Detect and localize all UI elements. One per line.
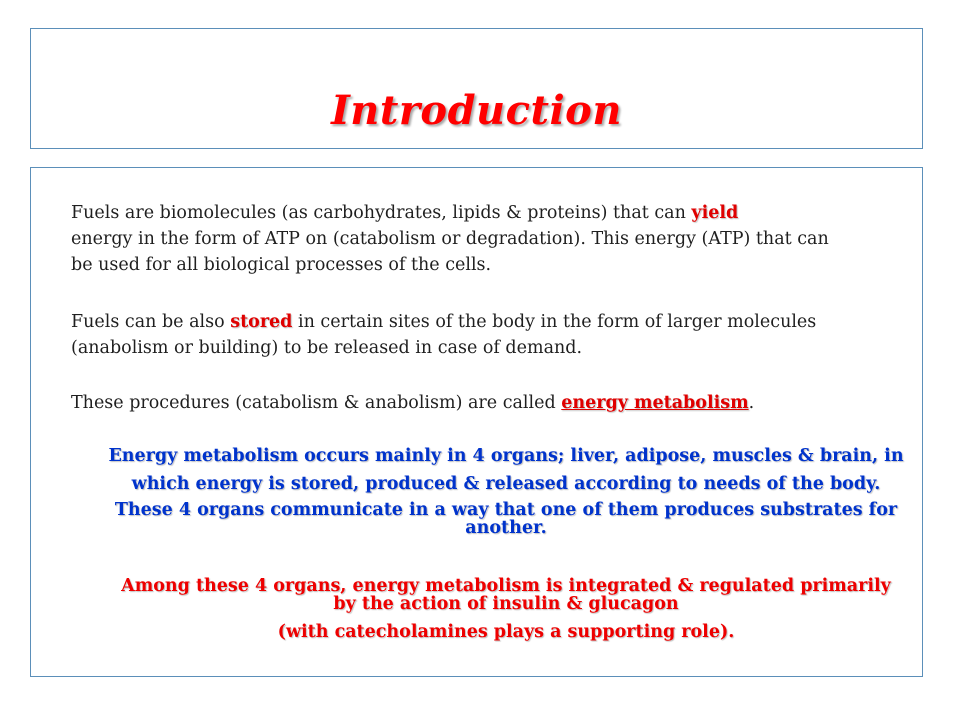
slide-title: Introduction [331,87,622,134]
para1-line3: be used for all biological processes of the cells. [71,255,492,275]
yield-keyword: yield [691,203,739,223]
para2-line1 [71,309,931,335]
red-line2: by the action of insulin & glucagon [333,594,679,614]
blue-line3: These 4 organs communicate in a way that one of them produces substrates for [114,500,898,520]
para1-line2: energy in the form of ATP on (catabolism or degradation). This energy (ATP) that can [71,229,829,249]
red-line1: Among these 4 organs, energy metabolism is integrated & regulated primarily [121,576,891,596]
para3-text-pre: These procedures (catabolism & anabolism) are called [71,393,562,413]
paragraph-fuels-stored [71,309,931,361]
title-box [30,28,923,149]
para1-text: Fuels are biomolecules (as carbohydrates, lipids & proteins) that can [71,203,692,223]
para2-text-pre: Fuels can be also [71,312,231,332]
paragraph-fuels-yield [71,200,931,278]
blue-organs-block [71,445,941,537]
energy-metabolism-keyword: energy metabolism [561,393,749,413]
blue-line2: which energy is stored, produced & released according to needs of the body. [131,474,881,494]
para2-line2: (anabolism or building) to be released in case of demand. [71,338,583,358]
blue-line4: another. [465,518,547,538]
para3-text-post: . [748,393,755,413]
para3-line1 [71,390,931,416]
red-line3: (with catecholamines plays a supporting role). [277,622,735,642]
para1-line1 [71,200,931,226]
content-box [30,167,923,677]
paragraph-procedures [71,390,931,416]
red-regulation-block [71,577,941,643]
stored-keyword: stored [230,312,293,332]
blue-line1: Energy metabolism occurs mainly in 4 organs; liver, adipose, muscles & brain, in [108,446,904,466]
para2-text-post: in certain sites of the body in the form of larger molecules [292,312,817,332]
